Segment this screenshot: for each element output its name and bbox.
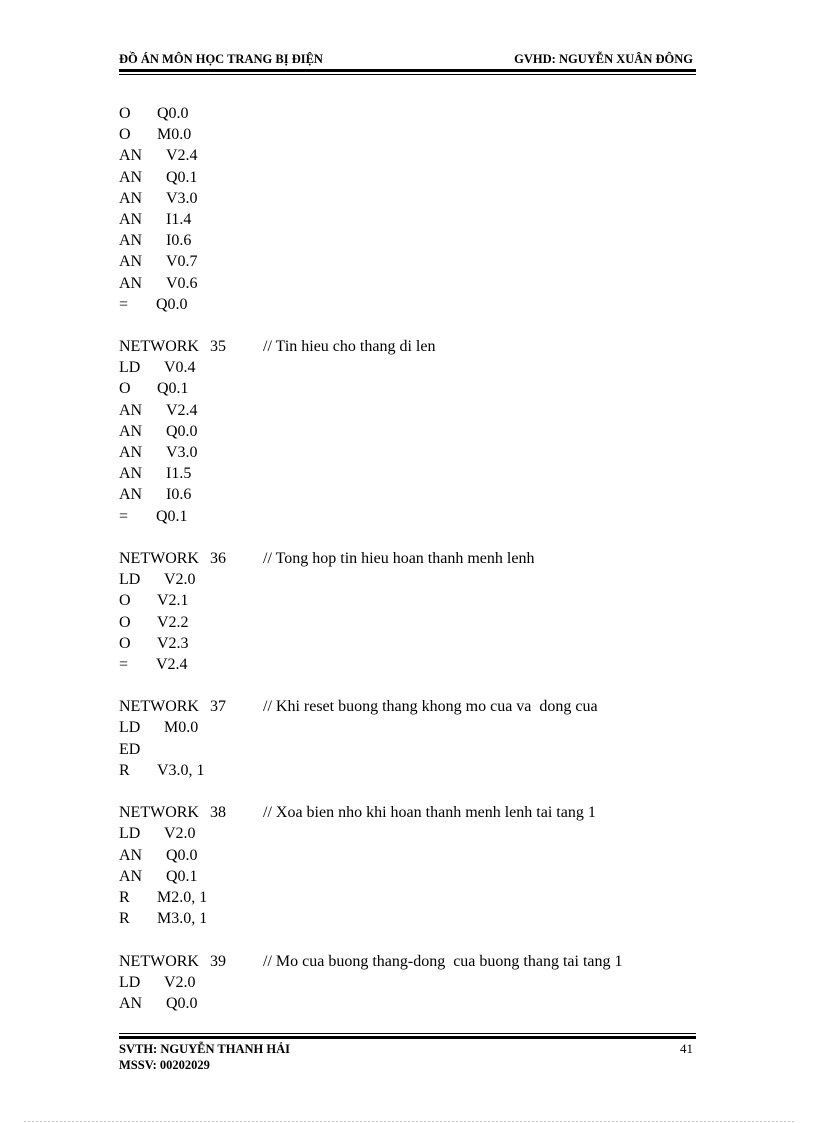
instruction-opcode: AN [119,846,143,864]
footer-rule-thin [119,1033,696,1034]
code-line [119,294,699,315]
instruction-operand: V2.4 [166,401,198,419]
instruction-operand: Q0.0 [157,105,189,122]
instruction-operand: V0.7 [166,253,198,271]
network-comment: // Xoa bien nho khi hoan thanh menh lenh tai tang 1 [263,804,596,822]
code-line [119,400,699,421]
code-line [119,866,699,887]
instruction-operand: V2.0 [164,825,196,843]
student-id: MSSV: 00202029 [119,1058,210,1072]
instruction-opcode: AN [119,274,143,292]
header-rule-thick [119,69,696,72]
code-line [119,463,699,484]
instruction-opcode: AN [119,232,143,250]
code-line [119,993,699,1014]
instruction-operand: V2.4 [166,147,198,165]
instruction-operand: V2.3 [157,634,189,652]
instruction-operand: V2.0 [164,571,196,589]
instruction-operand: Q0.1 [156,507,188,525]
instruction-operand: Q0.1 [166,168,198,186]
network-number: 37 [210,698,226,716]
instruction-operand: V2.0 [164,973,196,991]
student-name: SVTH: NGUYỄN THANH HẢI [119,1042,290,1056]
network-number: 39 [210,952,226,970]
instruction-operand: M2.0, 1 [157,888,208,906]
block-spacer [119,781,699,802]
code-line [119,167,699,188]
instruction-operand: V2.1 [157,592,189,610]
code-line [119,209,699,230]
code-line [119,378,699,399]
instruction-opcode: AN [119,867,143,885]
code-line [119,484,699,505]
footer-rule-thick [119,1036,696,1039]
instruction-operand: Q0.0 [156,295,188,313]
code-line [119,590,699,611]
block-spacer [119,315,699,336]
instruction-opcode: O [119,380,131,398]
instruction-opcode: LD [119,359,141,377]
network-header [119,951,699,972]
instruction-opcode: R [119,761,130,779]
instruction-opcode: O [119,634,131,652]
instruction-opcode: O [119,126,131,144]
code-line [119,230,699,251]
instruction-operand: Q0.1 [157,380,189,398]
network-number: 38 [210,804,226,822]
network-number: 35 [210,338,226,356]
network-comment: // Mo cua buong thang-dong cua buong thang tai tang 1 [263,952,623,970]
instruction-opcode: AN [119,168,143,186]
code-line [119,972,699,993]
instruction-opcode: AN [119,444,143,461]
document-title: ĐỒ ÁN MÔN HỌC TRANG BỊ ĐIỆN [119,52,323,66]
instruction-operand: I1.4 [166,210,192,228]
block-spacer [119,527,699,548]
instruction-opcode: AN [119,422,143,440]
instruction-opcode: O [119,105,131,122]
network-number: 36 [210,549,226,567]
instruction-opcode: AN [119,465,143,483]
instruction-operand: I1.5 [166,465,192,483]
code-line [119,760,699,781]
instruction-operand: Q0.0 [166,422,198,440]
network-header [119,548,699,569]
code-line [119,633,699,654]
header-rule-thin [119,74,696,75]
instruction-opcode: = [119,655,129,673]
instruction-operand: Q0.0 [166,846,198,864]
instruction-opcode: R [119,888,130,906]
instruction-opcode: LD [119,825,141,843]
code-line [119,612,699,633]
instruction-opcode: = [119,295,129,313]
page-header [119,52,695,68]
network-header [119,336,699,357]
block-spacer [119,929,699,950]
instruction-operand: V3.0, 1 [157,761,205,779]
code-line [119,273,699,294]
advisor-name: GVHD: NGUYỄN XUÂN ĐÔNG [514,52,693,66]
page-footer [119,1041,695,1073]
code-line [119,145,699,166]
instruction-operand: Q0.1 [166,867,198,885]
instruction-operand: M0.0 [157,126,192,144]
code-line [119,421,699,442]
instruction-operand: M3.0, 1 [157,910,208,928]
instruction-operand: M0.0 [164,719,199,737]
instruction-operand: V3.0 [166,189,198,207]
instruction-opcode: LD [119,719,141,737]
instruction-opcode: R [119,910,130,928]
code-line [119,654,699,675]
network-keyword: NETWORK [119,549,199,567]
code-line [119,506,699,527]
code-line [119,103,699,124]
instruction-operand: V0.6 [166,274,198,292]
code-line [119,442,699,463]
instruction-operand: V2.2 [157,613,189,631]
network-comment: // Tin hieu cho thang di len [263,338,436,356]
block-spacer [119,675,699,696]
network-header [119,696,699,717]
instruction-operand: V2.4 [156,655,188,673]
code-line [119,188,699,209]
instruction-opcode: LD [119,973,141,991]
instruction-opcode: AN [119,189,143,207]
instruction-operand: I0.6 [166,232,192,250]
network-keyword: NETWORK [119,952,199,970]
instruction-opcode: O [119,592,131,610]
code-line [119,717,699,738]
instruction-opcode: AN [119,994,143,1012]
instruction-opcode: AN [119,147,143,165]
network-keyword: NETWORK [119,698,199,716]
network-header [119,802,699,823]
code-line [119,887,699,908]
instruction-opcode: ED [119,740,141,758]
instruction-opcode: AN [119,210,143,228]
code-line [119,823,699,844]
code-line [119,739,699,760]
instruction-opcode: = [119,507,129,525]
instruction-operand: V3.0 [166,444,198,461]
network-keyword: NETWORK [119,804,199,822]
code-line [119,845,699,866]
page-bottom-dotted-border [24,1121,794,1122]
instruction-operand: V0.4 [164,359,196,377]
code-line [119,124,699,145]
code-line [119,908,699,929]
page-number: 41 [680,1041,693,1056]
code-line [119,357,699,378]
code-line [119,569,699,590]
instruction-opcode: AN [119,486,143,504]
plc-code-listing [119,103,699,1014]
network-keyword: NETWORK [119,338,199,356]
instruction-opcode: LD [119,571,141,589]
instruction-opcode: AN [119,401,143,419]
instruction-opcode: O [119,613,131,631]
network-comment: // Khi reset buong thang khong mo cua va dong cua [263,698,598,716]
instruction-operand: Q0.0 [166,994,198,1012]
instruction-opcode: AN [119,253,143,271]
instruction-operand: I0.6 [166,486,192,504]
network-comment: // Tong hop tin hieu hoan thanh menh lenh [263,549,535,567]
code-line [119,251,699,272]
